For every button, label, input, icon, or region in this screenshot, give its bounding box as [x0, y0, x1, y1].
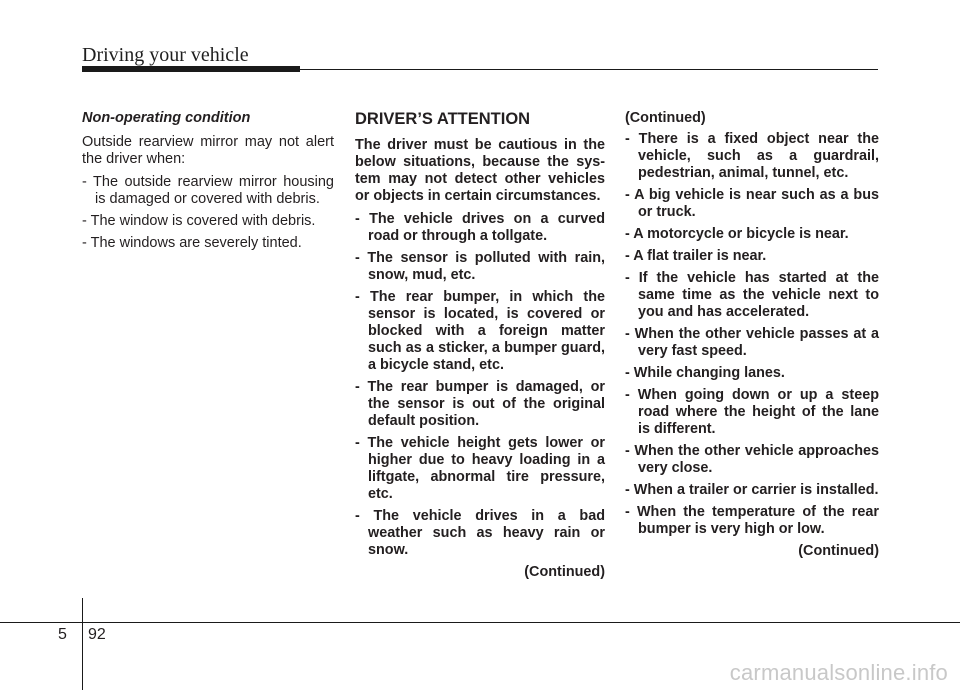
- column-3: [625, 110, 879, 559]
- continued-label-top: (Continued): [625, 110, 706, 126]
- chapter-number: 5: [58, 626, 67, 643]
- page-number: 92: [88, 626, 106, 643]
- list-item: - The rear bumper, in which the sensor is located, is covered or blocked with a foreign matter such as a sticker, a bumper guard, a bicycle stand, etc.: [355, 289, 605, 373]
- header-rule: [300, 69, 878, 70]
- list-item: - The sensor is polluted with rain, snow, mud, etc.: [355, 250, 605, 283]
- footer-horizontal-rule: [0, 622, 960, 623]
- column-1: [82, 110, 334, 257]
- list-item: - A big vehicle is near such as a bus or truck.: [625, 187, 879, 220]
- list-item: - The windows are severely tinted.: [82, 235, 302, 251]
- list-item: - A flat trailer is near.: [625, 248, 767, 264]
- list-item: - The rear bumper is damaged, or the sensor is out of the original default position.: [355, 379, 605, 429]
- list-item: - When the temperature of the rear bumper is very high or low.: [625, 504, 879, 537]
- list-item: - The outside rearview mirror housing is damaged or covered with debris.: [82, 174, 334, 207]
- header-bar: [82, 66, 300, 72]
- intro-paragraph: Outside rearview mirror may not alert the driver when:: [82, 134, 334, 167]
- list-item: - The vehicle drives on a curved road or through a tollgate.: [355, 211, 605, 244]
- list-item: - The vehicle height gets lower or higher due to heavy loading in a liftgate, abnormal tire pressure, etc.: [355, 435, 605, 502]
- section-title-drivers-attention: DRIVER’S ATTENTION: [355, 110, 531, 128]
- list-item: - There is a fixed object near the vehicle, such as a guardrail, pedestrian, animal, tunnel, etc.: [625, 131, 879, 181]
- column-2: [355, 110, 605, 580]
- list-item: - When the other vehicle approaches very close.: [625, 443, 879, 476]
- watermark-text: carmanualsonline.info: [729, 660, 948, 685]
- intro-paragraph: The driver must be cautious in the below situations, because the sys-tem may not detect other vehicles or objects in certain circumstances.: [355, 137, 605, 204]
- list-item: - A motorcycle or bicycle is near.: [625, 226, 849, 242]
- continued-label: (Continued): [798, 543, 879, 559]
- footer-vertical-rule: [82, 598, 83, 690]
- list-item: - When going down or up a steep road where the height of the lane is different.: [625, 387, 879, 437]
- list-item: - While changing lanes.: [625, 365, 785, 381]
- list-item: - The vehicle drives in a bad weather such as heavy rain or snow.: [355, 508, 605, 558]
- page-header-title: Driving your vehicle: [82, 44, 249, 66]
- list-item: - When a trailer or carrier is installed.: [625, 482, 879, 498]
- list-item: - If the vehicle has started at the same time as the vehicle next to you and has accelerated.: [625, 270, 879, 320]
- list-item: - The window is covered with debris.: [82, 213, 316, 229]
- list-item: - When the other vehicle passes at a very fast speed.: [625, 326, 879, 359]
- continued-label: (Continued): [524, 564, 605, 580]
- subheading-non-operating: Non-operating condition: [82, 110, 251, 126]
